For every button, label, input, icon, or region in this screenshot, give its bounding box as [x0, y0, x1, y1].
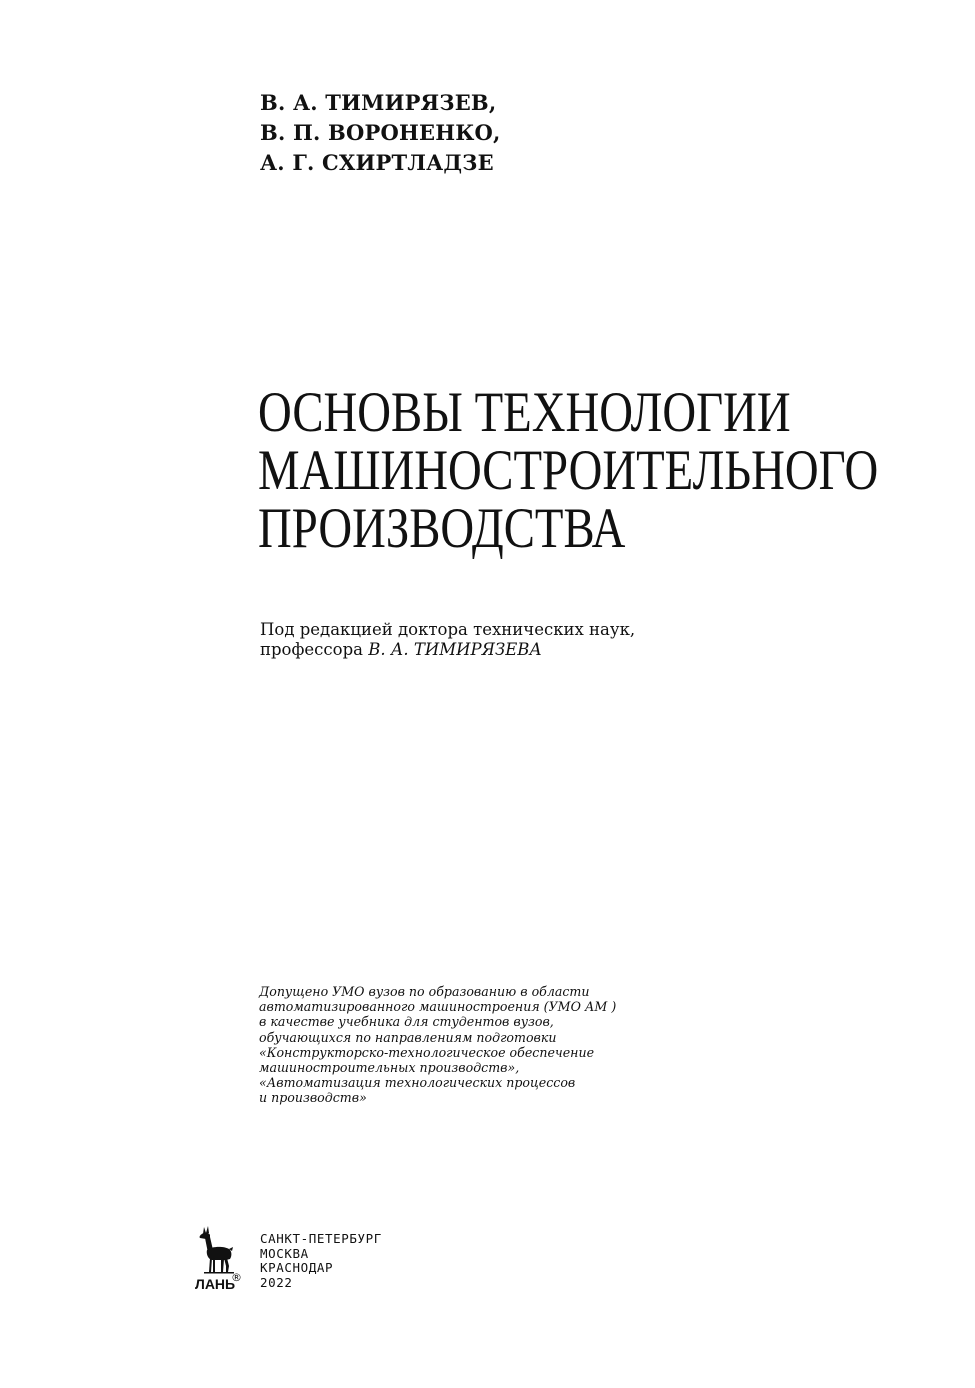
approval-line: и производств» — [259, 1090, 367, 1106]
registered-mark: ® — [231, 1271, 242, 1284]
book-title-line: ПРОИЗВОДСТВА — [258, 497, 626, 560]
author-name: В. П. ВОРОНЕНКО, — [260, 120, 501, 145]
approval-line: Допущено УМО вузов по образованию в области — [259, 984, 590, 999]
approval-line: «Конструкторско-технологическое обеспечение — [259, 1044, 595, 1060]
approval-line: машиностроительных производств», — [259, 1060, 520, 1076]
city: КРАСНОДАР — [260, 1260, 334, 1275]
author-name: А. Г. СХИРТЛАДЗЕ — [260, 150, 494, 175]
book-title — [258, 381, 879, 560]
author-name: В. А. ТИМИРЯЗЕВ, — [260, 90, 497, 115]
city: САНКТ-ПЕТЕРБУРГ — [260, 1231, 382, 1246]
editor-name: В. А. ТИМИРЯЗЕВА — [368, 640, 542, 659]
publisher-logo-icon — [192, 1226, 244, 1292]
city: МОСКВА — [260, 1245, 309, 1261]
publication-year: 2022 — [260, 1274, 293, 1290]
approval-stamp-text — [259, 984, 616, 1106]
book-title-line: ОСНОВЫ ТЕХНОЛОГИИ — [258, 381, 791, 444]
publication-info — [260, 1232, 382, 1290]
publisher-logo-text: ЛАНЬ — [195, 1276, 236, 1292]
editor-note-line-2 — [260, 640, 635, 660]
approval-line: автоматизированного машиностроения (УМО АМ ) — [259, 999, 617, 1015]
authors-list — [260, 88, 501, 178]
approval-line: в качестве учебника для студентов вузов, — [259, 1014, 554, 1030]
book-title-line: МАШИНОСТРОИТЕЛЬНОГО — [258, 439, 879, 502]
editor-role: профессора — [260, 640, 369, 659]
approval-line: «Автоматизация технологических процессов — [259, 1075, 576, 1091]
approval-line: обучающихся по направлениям подготовки — [259, 1029, 557, 1045]
editor-note-line-1: Под редакцией доктора технических наук, — [260, 620, 636, 639]
editor-note — [260, 620, 635, 660]
